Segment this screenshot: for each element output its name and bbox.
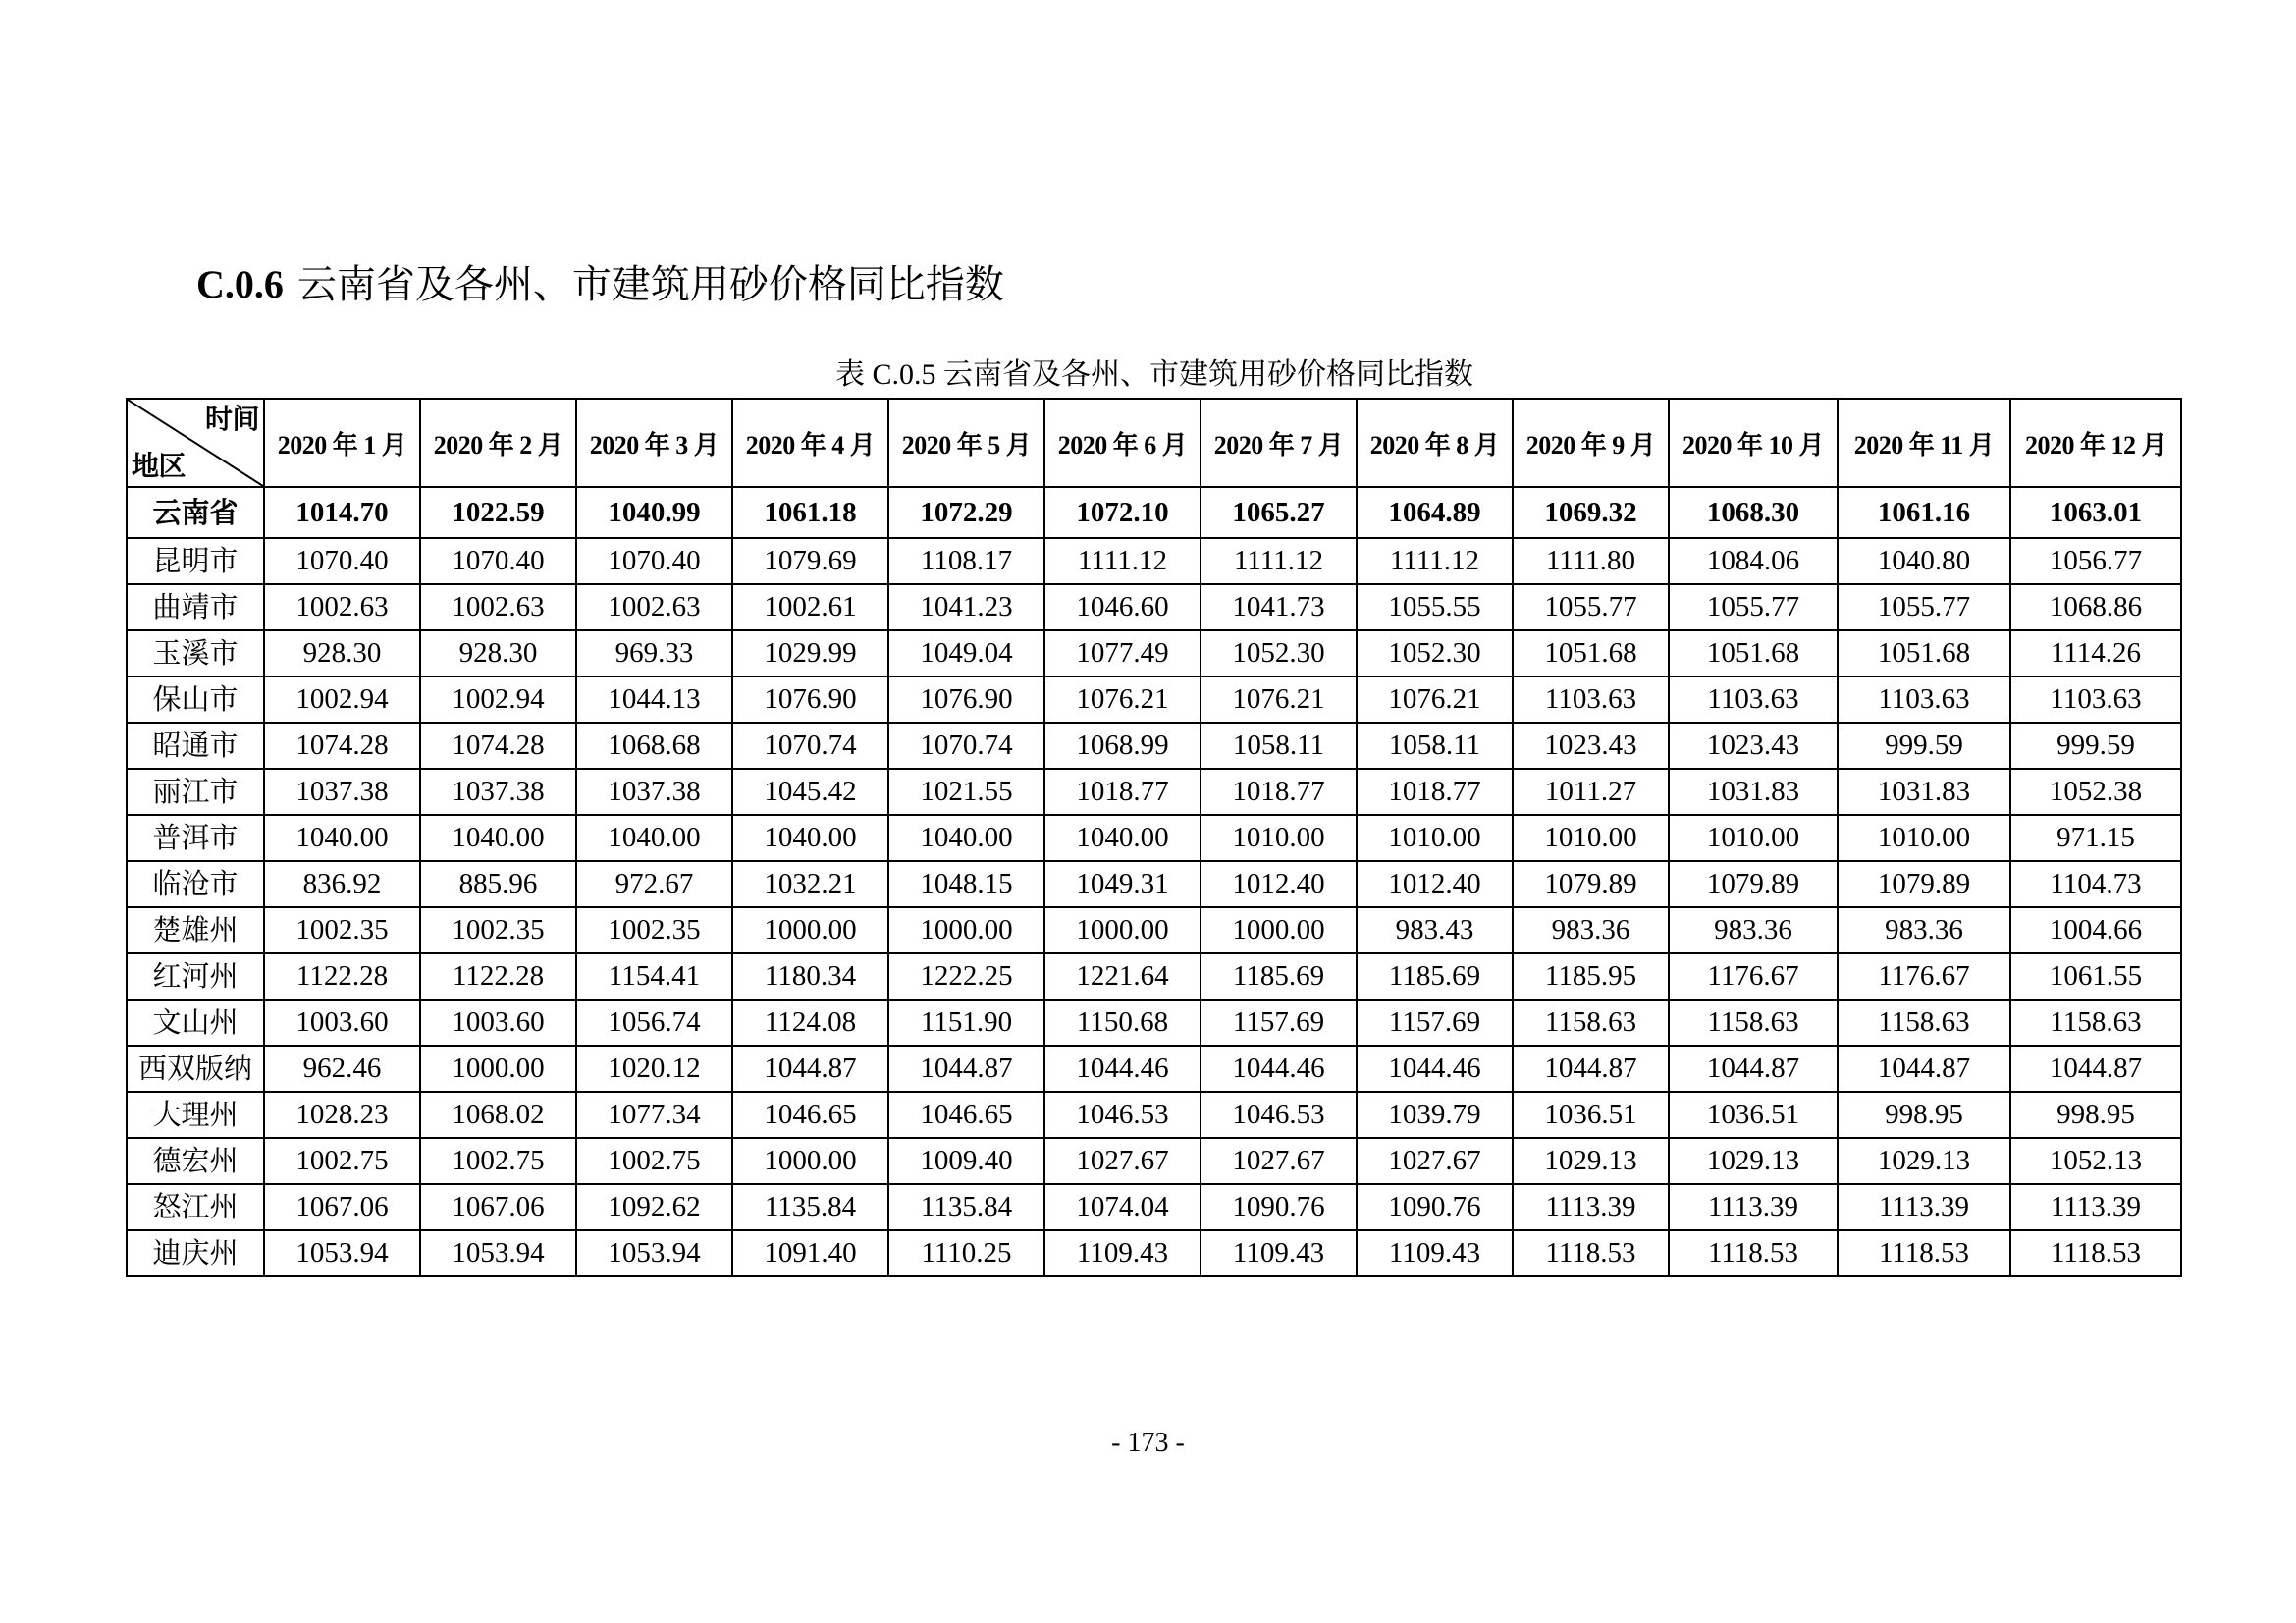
column-header: 2020 年 7 月	[1201, 399, 1357, 487]
index-value-cell: 1002.35	[264, 907, 420, 953]
index-value-cell: 1048.15	[888, 861, 1044, 907]
index-value-cell: 1158.63	[2010, 1000, 2181, 1046]
index-value-cell: 999.59	[1838, 723, 2010, 769]
column-header: 2020 年 10 月	[1669, 399, 1838, 487]
index-value-cell: 1037.38	[576, 769, 732, 815]
table-row-province-total	[127, 487, 2181, 538]
index-value-cell: 983.43	[1357, 907, 1513, 953]
index-value-cell: 1049.04	[888, 630, 1044, 676]
index-value-cell: 1072.29	[888, 487, 1044, 538]
index-value-cell: 1002.94	[420, 676, 576, 723]
index-value-cell: 1002.35	[420, 907, 576, 953]
index-value-cell: 1009.40	[888, 1138, 1044, 1184]
index-value-cell: 1053.94	[420, 1230, 576, 1276]
index-value-cell: 1118.53	[2010, 1230, 2181, 1276]
column-header: 2020 年 9 月	[1513, 399, 1669, 487]
column-header: 2020 年 8 月	[1357, 399, 1513, 487]
index-value-cell: 1002.75	[576, 1138, 732, 1184]
index-value-cell: 1053.94	[576, 1230, 732, 1276]
section-title: 云南省及各州、市建筑用砂价格同比指数	[296, 262, 1004, 307]
column-header: 2020 年 11 月	[1838, 399, 2010, 487]
index-value-cell: 1070.40	[420, 538, 576, 584]
index-value-cell: 1021.55	[888, 769, 1044, 815]
index-value-cell: 1122.28	[264, 953, 420, 1000]
index-value-cell: 1065.27	[1201, 487, 1357, 538]
index-value-cell: 1076.90	[732, 676, 888, 723]
index-value-cell: 1074.28	[420, 723, 576, 769]
index-value-cell: 1185.95	[1513, 953, 1669, 1000]
index-value-cell: 1032.21	[732, 861, 888, 907]
index-value-cell: 1039.79	[1357, 1092, 1513, 1138]
column-header: 2020 年 2 月	[420, 399, 576, 487]
index-value-cell: 1036.51	[1669, 1092, 1838, 1138]
index-value-cell: 998.95	[1838, 1092, 2010, 1138]
region-cell: 曲靖市	[127, 584, 264, 630]
index-value-cell: 1103.63	[2010, 676, 2181, 723]
table-row	[127, 769, 2181, 815]
table-row	[127, 1138, 2181, 1184]
index-value-cell: 1068.02	[420, 1092, 576, 1138]
index-value-cell: 1058.11	[1357, 723, 1513, 769]
price-index-table	[126, 398, 2182, 1277]
table-row	[127, 538, 2181, 584]
index-value-cell: 1018.77	[1357, 769, 1513, 815]
column-header: 2020 年 1 月	[264, 399, 420, 487]
region-cell: 文山州	[127, 1000, 264, 1046]
index-value-cell: 1018.77	[1201, 769, 1357, 815]
index-value-cell: 1074.28	[264, 723, 420, 769]
index-value-cell: 1000.00	[420, 1046, 576, 1092]
index-value-cell: 1076.21	[1357, 676, 1513, 723]
index-value-cell: 971.15	[2010, 815, 2181, 861]
index-value-cell: 1040.00	[264, 815, 420, 861]
index-value-cell: 1064.89	[1357, 487, 1513, 538]
index-value-cell: 1070.40	[576, 538, 732, 584]
index-value-cell: 1154.41	[576, 953, 732, 1000]
index-value-cell: 1113.39	[1669, 1184, 1838, 1230]
index-value-cell: 836.92	[264, 861, 420, 907]
index-value-cell: 1000.00	[888, 907, 1044, 953]
index-value-cell: 1000.00	[1044, 907, 1201, 953]
region-cell: 红河州	[127, 953, 264, 1000]
corner-region-label: 地区	[132, 450, 187, 482]
index-value-cell: 1076.21	[1201, 676, 1357, 723]
index-value-cell: 885.96	[420, 861, 576, 907]
index-value-cell: 1061.16	[1838, 487, 2010, 538]
index-value-cell: 1052.38	[2010, 769, 2181, 815]
index-value-cell: 1091.40	[732, 1230, 888, 1276]
index-value-cell: 1222.25	[888, 953, 1044, 1000]
index-value-cell: 1037.38	[420, 769, 576, 815]
index-value-cell: 1027.67	[1044, 1138, 1201, 1184]
index-value-cell: 1077.34	[576, 1092, 732, 1138]
index-value-cell: 1090.76	[1357, 1184, 1513, 1230]
index-value-cell: 1108.17	[888, 538, 1044, 584]
index-value-cell: 1084.06	[1669, 538, 1838, 584]
index-value-cell: 1111.80	[1513, 538, 1669, 584]
table-row	[127, 907, 2181, 953]
index-value-cell: 1076.21	[1044, 676, 1201, 723]
table-row	[127, 953, 2181, 1000]
index-value-cell: 1029.13	[1838, 1138, 2010, 1184]
index-value-cell: 1010.00	[1357, 815, 1513, 861]
index-value-cell: 1176.67	[1669, 953, 1838, 1000]
index-value-cell: 1079.89	[1513, 861, 1669, 907]
index-value-cell: 1000.00	[732, 1138, 888, 1184]
region-cell: 德宏州	[127, 1138, 264, 1184]
index-value-cell: 1002.94	[264, 676, 420, 723]
index-value-cell: 1028.23	[264, 1092, 420, 1138]
index-value-cell: 1044.87	[2010, 1046, 2181, 1092]
index-value-cell: 1002.63	[264, 584, 420, 630]
index-value-cell: 1063.01	[2010, 487, 2181, 538]
index-value-cell: 1158.63	[1669, 1000, 1838, 1046]
index-value-cell: 1124.08	[732, 1000, 888, 1046]
index-value-cell: 1090.76	[1201, 1184, 1357, 1230]
index-value-cell: 1113.39	[1838, 1184, 2010, 1230]
index-value-cell: 1041.23	[888, 584, 1044, 630]
region-cell: 保山市	[127, 676, 264, 723]
index-value-cell: 1010.00	[1201, 815, 1357, 861]
index-value-cell: 1002.75	[264, 1138, 420, 1184]
index-value-cell: 1023.43	[1513, 723, 1669, 769]
index-value-cell: 928.30	[264, 630, 420, 676]
index-value-cell: 1103.63	[1838, 676, 2010, 723]
index-value-cell: 1046.53	[1044, 1092, 1201, 1138]
index-value-cell: 1092.62	[576, 1184, 732, 1230]
index-value-cell: 1157.69	[1201, 1000, 1357, 1046]
index-value-cell: 1072.10	[1044, 487, 1201, 538]
table-body	[127, 487, 2181, 1276]
table-row	[127, 584, 2181, 630]
index-value-cell: 1044.87	[732, 1046, 888, 1092]
index-value-cell: 1045.42	[732, 769, 888, 815]
index-value-cell: 1056.77	[2010, 538, 2181, 584]
index-value-cell: 1110.25	[888, 1230, 1044, 1276]
index-value-cell: 1103.63	[1513, 676, 1669, 723]
index-value-cell: 1051.68	[1513, 630, 1669, 676]
index-value-cell: 1052.13	[2010, 1138, 2181, 1184]
table-row	[127, 630, 2181, 676]
index-value-cell: 1044.13	[576, 676, 732, 723]
column-header: 2020 年 3 月	[576, 399, 732, 487]
index-value-cell: 1011.27	[1513, 769, 1669, 815]
index-value-cell: 1055.77	[1513, 584, 1669, 630]
index-value-cell: 1000.00	[732, 907, 888, 953]
index-value-cell: 1109.43	[1044, 1230, 1201, 1276]
index-value-cell: 1070.40	[264, 538, 420, 584]
index-value-cell: 1135.84	[732, 1184, 888, 1230]
index-value-cell: 1044.87	[888, 1046, 1044, 1092]
index-value-cell: 1058.11	[1201, 723, 1357, 769]
index-value-cell: 1044.87	[1513, 1046, 1669, 1092]
index-value-cell: 1031.83	[1669, 769, 1838, 815]
index-value-cell: 1044.46	[1357, 1046, 1513, 1092]
column-header: 2020 年 5 月	[888, 399, 1044, 487]
region-cell: 昭通市	[127, 723, 264, 769]
index-value-cell: 1046.65	[732, 1092, 888, 1138]
index-value-cell: 1002.63	[420, 584, 576, 630]
corner-time-label: 时间	[204, 403, 259, 435]
index-value-cell: 1044.46	[1044, 1046, 1201, 1092]
index-value-cell: 1221.64	[1044, 953, 1201, 1000]
index-value-cell: 1111.12	[1201, 538, 1357, 584]
region-cell: 西双版纳	[127, 1046, 264, 1092]
index-value-cell: 969.33	[576, 630, 732, 676]
index-value-cell: 1055.77	[1669, 584, 1838, 630]
table-row	[127, 676, 2181, 723]
index-value-cell: 1111.12	[1044, 538, 1201, 584]
index-value-cell: 1067.06	[420, 1184, 576, 1230]
index-value-cell: 1049.31	[1044, 861, 1201, 907]
index-value-cell: 983.36	[1513, 907, 1669, 953]
index-value-cell: 1056.74	[576, 1000, 732, 1046]
index-value-cell: 1041.73	[1201, 584, 1357, 630]
region-cell: 丽江市	[127, 769, 264, 815]
index-value-cell: 1002.75	[420, 1138, 576, 1184]
index-value-cell: 1044.87	[1838, 1046, 2010, 1092]
table-row	[127, 1000, 2181, 1046]
table-row	[127, 1184, 2181, 1230]
index-value-cell: 1077.49	[1044, 630, 1201, 676]
index-value-cell: 1040.00	[888, 815, 1044, 861]
index-value-cell: 1113.39	[2010, 1184, 2181, 1230]
table-row	[127, 723, 2181, 769]
index-value-cell: 1044.87	[1669, 1046, 1838, 1092]
table-caption	[785, 355, 1523, 395]
header-row	[127, 399, 2181, 487]
index-value-cell: 1103.63	[1669, 676, 1838, 723]
table-row	[127, 1046, 2181, 1092]
index-value-cell: 1150.68	[1044, 1000, 1201, 1046]
index-value-cell: 928.30	[420, 630, 576, 676]
region-cell: 临沧市	[127, 861, 264, 907]
index-value-cell: 1052.30	[1201, 630, 1357, 676]
index-value-cell: 1151.90	[888, 1000, 1044, 1046]
index-value-cell: 1074.04	[1044, 1184, 1201, 1230]
index-value-cell: 1040.80	[1838, 538, 2010, 584]
index-value-cell: 1113.39	[1513, 1184, 1669, 1230]
table-corner-header	[127, 399, 264, 487]
index-value-cell: 1051.68	[1669, 630, 1838, 676]
index-value-cell: 1079.89	[1838, 861, 2010, 907]
table-caption-title: 云南省及各州、市建筑用砂价格同比指数	[943, 357, 1473, 392]
index-value-cell: 999.59	[2010, 723, 2181, 769]
index-value-cell: 1027.67	[1201, 1138, 1357, 1184]
column-header: 2020 年 4 月	[732, 399, 888, 487]
table-row	[127, 861, 2181, 907]
index-value-cell: 983.36	[1669, 907, 1838, 953]
index-value-cell: 1135.84	[888, 1184, 1044, 1230]
index-value-cell: 1118.53	[1669, 1230, 1838, 1276]
index-value-cell: 1067.06	[264, 1184, 420, 1230]
region-cell: 昆明市	[127, 538, 264, 584]
index-value-cell: 1023.43	[1669, 723, 1838, 769]
index-value-cell: 1114.26	[2010, 630, 2181, 676]
index-value-cell: 1012.40	[1201, 861, 1357, 907]
index-value-cell: 1068.86	[2010, 584, 2181, 630]
index-value-cell: 1069.32	[1513, 487, 1669, 538]
index-value-cell: 1118.53	[1838, 1230, 2010, 1276]
index-value-cell: 1076.90	[888, 676, 1044, 723]
index-value-cell: 1055.55	[1357, 584, 1513, 630]
index-value-cell: 1055.77	[1838, 584, 2010, 630]
index-value-cell: 1036.51	[1513, 1092, 1669, 1138]
index-value-cell: 1118.53	[1513, 1230, 1669, 1276]
index-value-cell: 1051.68	[1838, 630, 2010, 676]
column-header: 2020 年 6 月	[1044, 399, 1201, 487]
table-row	[127, 815, 2181, 861]
index-value-cell: 1010.00	[1669, 815, 1838, 861]
index-value-cell: 1029.13	[1513, 1138, 1669, 1184]
index-value-cell: 1185.69	[1201, 953, 1357, 1000]
table-row	[127, 1092, 2181, 1138]
region-cell: 普洱市	[127, 815, 264, 861]
index-value-cell: 1002.35	[576, 907, 732, 953]
index-value-cell: 1000.00	[1201, 907, 1357, 953]
section-number: C.0.6	[196, 262, 284, 306]
index-value-cell: 1022.59	[420, 487, 576, 538]
index-value-cell: 1070.74	[888, 723, 1044, 769]
index-value-cell: 1002.61	[732, 584, 888, 630]
index-value-cell: 1004.66	[2010, 907, 2181, 953]
index-value-cell: 1068.99	[1044, 723, 1201, 769]
index-value-cell: 1176.67	[1838, 953, 2010, 1000]
index-value-cell: 1068.68	[576, 723, 732, 769]
index-value-cell: 1040.00	[1044, 815, 1201, 861]
index-value-cell: 1079.89	[1669, 861, 1838, 907]
index-value-cell: 1044.46	[1201, 1046, 1357, 1092]
index-value-cell: 1010.00	[1838, 815, 2010, 861]
index-value-cell: 1061.18	[732, 487, 888, 538]
index-value-cell: 962.46	[264, 1046, 420, 1092]
page-number: - 173 -	[1111, 1428, 1185, 1458]
index-value-cell: 1031.83	[1838, 769, 2010, 815]
index-value-cell: 1122.28	[420, 953, 576, 1000]
index-value-cell: 1014.70	[264, 487, 420, 538]
index-value-cell: 1046.65	[888, 1092, 1044, 1138]
section-heading	[196, 257, 1004, 312]
index-value-cell: 972.67	[576, 861, 732, 907]
index-value-cell: 1185.69	[1357, 953, 1513, 1000]
index-value-cell: 1111.12	[1357, 538, 1513, 584]
index-value-cell: 1079.69	[732, 538, 888, 584]
index-value-cell: 1002.63	[576, 584, 732, 630]
index-value-cell: 1040.99	[576, 487, 732, 538]
index-value-cell: 983.36	[1838, 907, 2010, 953]
index-value-cell: 1029.13	[1669, 1138, 1838, 1184]
index-value-cell: 1040.00	[420, 815, 576, 861]
region-cell: 大理州	[127, 1092, 264, 1138]
index-value-cell: 1040.00	[732, 815, 888, 861]
region-cell: 云南省	[127, 487, 264, 538]
region-cell: 怒江州	[127, 1184, 264, 1230]
index-value-cell: 998.95	[2010, 1092, 2181, 1138]
index-value-cell: 1040.00	[576, 815, 732, 861]
index-value-cell: 1061.55	[2010, 953, 2181, 1000]
index-value-cell: 1018.77	[1044, 769, 1201, 815]
region-cell: 楚雄州	[127, 907, 264, 953]
index-value-cell: 1012.40	[1357, 861, 1513, 907]
column-header: 2020 年 12 月	[2010, 399, 2181, 487]
table-row	[127, 1230, 2181, 1276]
index-value-cell: 1052.30	[1357, 630, 1513, 676]
index-value-cell: 1027.67	[1357, 1138, 1513, 1184]
index-value-cell: 1029.99	[732, 630, 888, 676]
region-cell: 迪庆州	[127, 1230, 264, 1276]
index-value-cell: 1010.00	[1513, 815, 1669, 861]
index-value-cell: 1109.43	[1357, 1230, 1513, 1276]
index-value-cell: 1109.43	[1201, 1230, 1357, 1276]
index-value-cell: 1157.69	[1357, 1000, 1513, 1046]
index-value-cell: 1046.53	[1201, 1092, 1357, 1138]
index-value-cell: 1046.60	[1044, 584, 1201, 630]
index-value-cell: 1068.30	[1669, 487, 1838, 538]
index-value-cell: 1158.63	[1838, 1000, 2010, 1046]
index-value-cell: 1180.34	[732, 953, 888, 1000]
index-value-cell: 1003.60	[420, 1000, 576, 1046]
index-value-cell: 1158.63	[1513, 1000, 1669, 1046]
index-value-cell: 1053.94	[264, 1230, 420, 1276]
index-value-cell: 1020.12	[576, 1046, 732, 1092]
region-cell: 玉溪市	[127, 630, 264, 676]
index-value-cell: 1003.60	[264, 1000, 420, 1046]
index-value-cell: 1070.74	[732, 723, 888, 769]
table-caption-label: 表 C.0.5	[834, 358, 936, 391]
index-value-cell: 1037.38	[264, 769, 420, 815]
index-value-cell: 1104.73	[2010, 861, 2181, 907]
